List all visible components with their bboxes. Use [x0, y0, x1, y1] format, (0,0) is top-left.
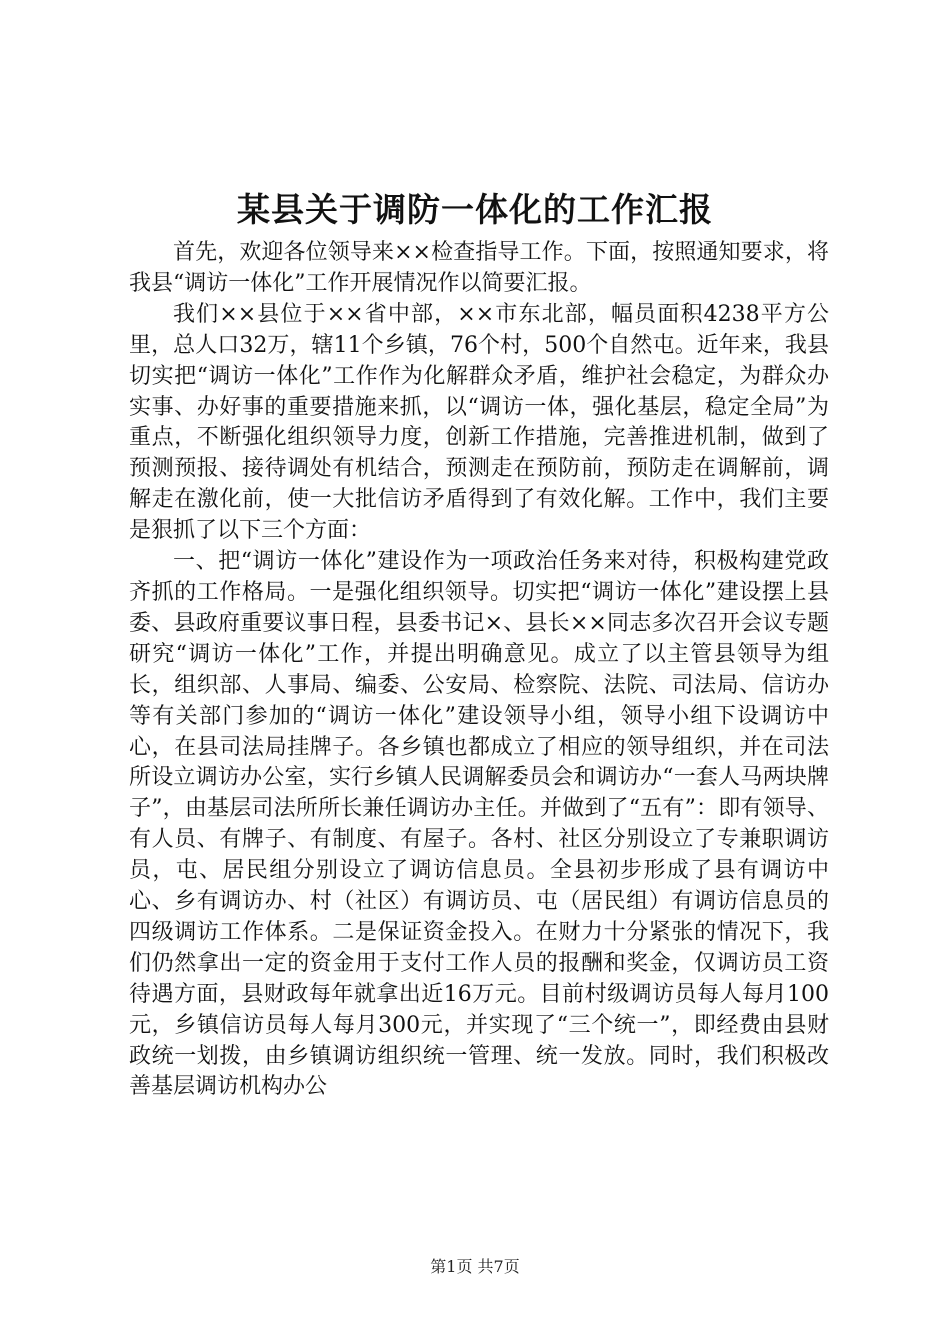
document-title: 某县关于调防一体化的工作汇报	[237, 190, 713, 229]
paragraph-overview: 我们××县位于××省中部，××市东北部，幅员面积4238平方公里，总人口32万，辖11个乡镇，76个村，500个自然屯。近年来，我县切实把“调访一体化”工作作为化解群众矛盾，维护社会稳定，为群众办实事、办好事的重要措施来抓，以“调访一体，强化基层，稳定全局”为重点，不断强化组织领导力度，创新工作措施，完善推进机制，做到了预测预报、接待调处有机结合，预测走在预防前，预防走在调解前，调解走在激化前，使一大批信访矛盾得到了有效化解。工作中，我们主要是狠抓了以下三个方面：	[129, 301, 829, 544]
document-body	[129, 238, 829, 1103]
page-footer: 第1页 共7页	[430, 1257, 520, 1276]
paragraph-section-one: 一、把“调访一体化”建设作为一项政治任务来对待，积极构建党政齐抓的工作格局。一是强化组织领导。切实把“调访一体化”建设摆上县委、县政府重要议事日程，县委书记×、县长××同志多次召开会议专题研究“调访一体化”工作，并提出明确意见。成立了以主管县领导为组长，组织部、人事局、编委、公安局、检察院、法院、司法局、信访办等有关部门参加的“调访一体化”建设领导小组，领导小组下设调访中心，在县司法局挂牌子。各乡镇也都成立了相应的领导组织，并在司法所设立调访办公室，实行乡镇人民调解委员会和调访办“一套人马两块牌子”，由基层司法所所长兼任调访办主任。并做到了“五有”：即有领导、有人员、有牌子、有制度、有屋子。各村、社区分别设立了专兼职调访员，屯、居民组分别设立了调访信息员。全县初步形成了县有调访中心、乡有调访办、村（社区）有调访员、屯（居民组）有调访信息员的四级调访工作体系。二是保证资金投入。在财力十分紧张的情况下，我们仍然拿出一定的资金用于支付工作人员的报酬和奖金，仅调访员工资待遇方面，县财政每年就拿出近16万元。目前村级调访员每人每月100元，乡镇信访员每人每月300元，并实现了“三个统一”，即经费由县财政统一划拨，由乡镇调访组织统一管理、统一发放。同时，我们积极改善基层调访机构办公	[129, 549, 829, 1100]
paragraph-intro: 首先，欢迎各位领导来××检查指导工作。下面，按照通知要求，将我县“调访一体化”工作开展情况作以简要汇报。	[129, 240, 829, 296]
